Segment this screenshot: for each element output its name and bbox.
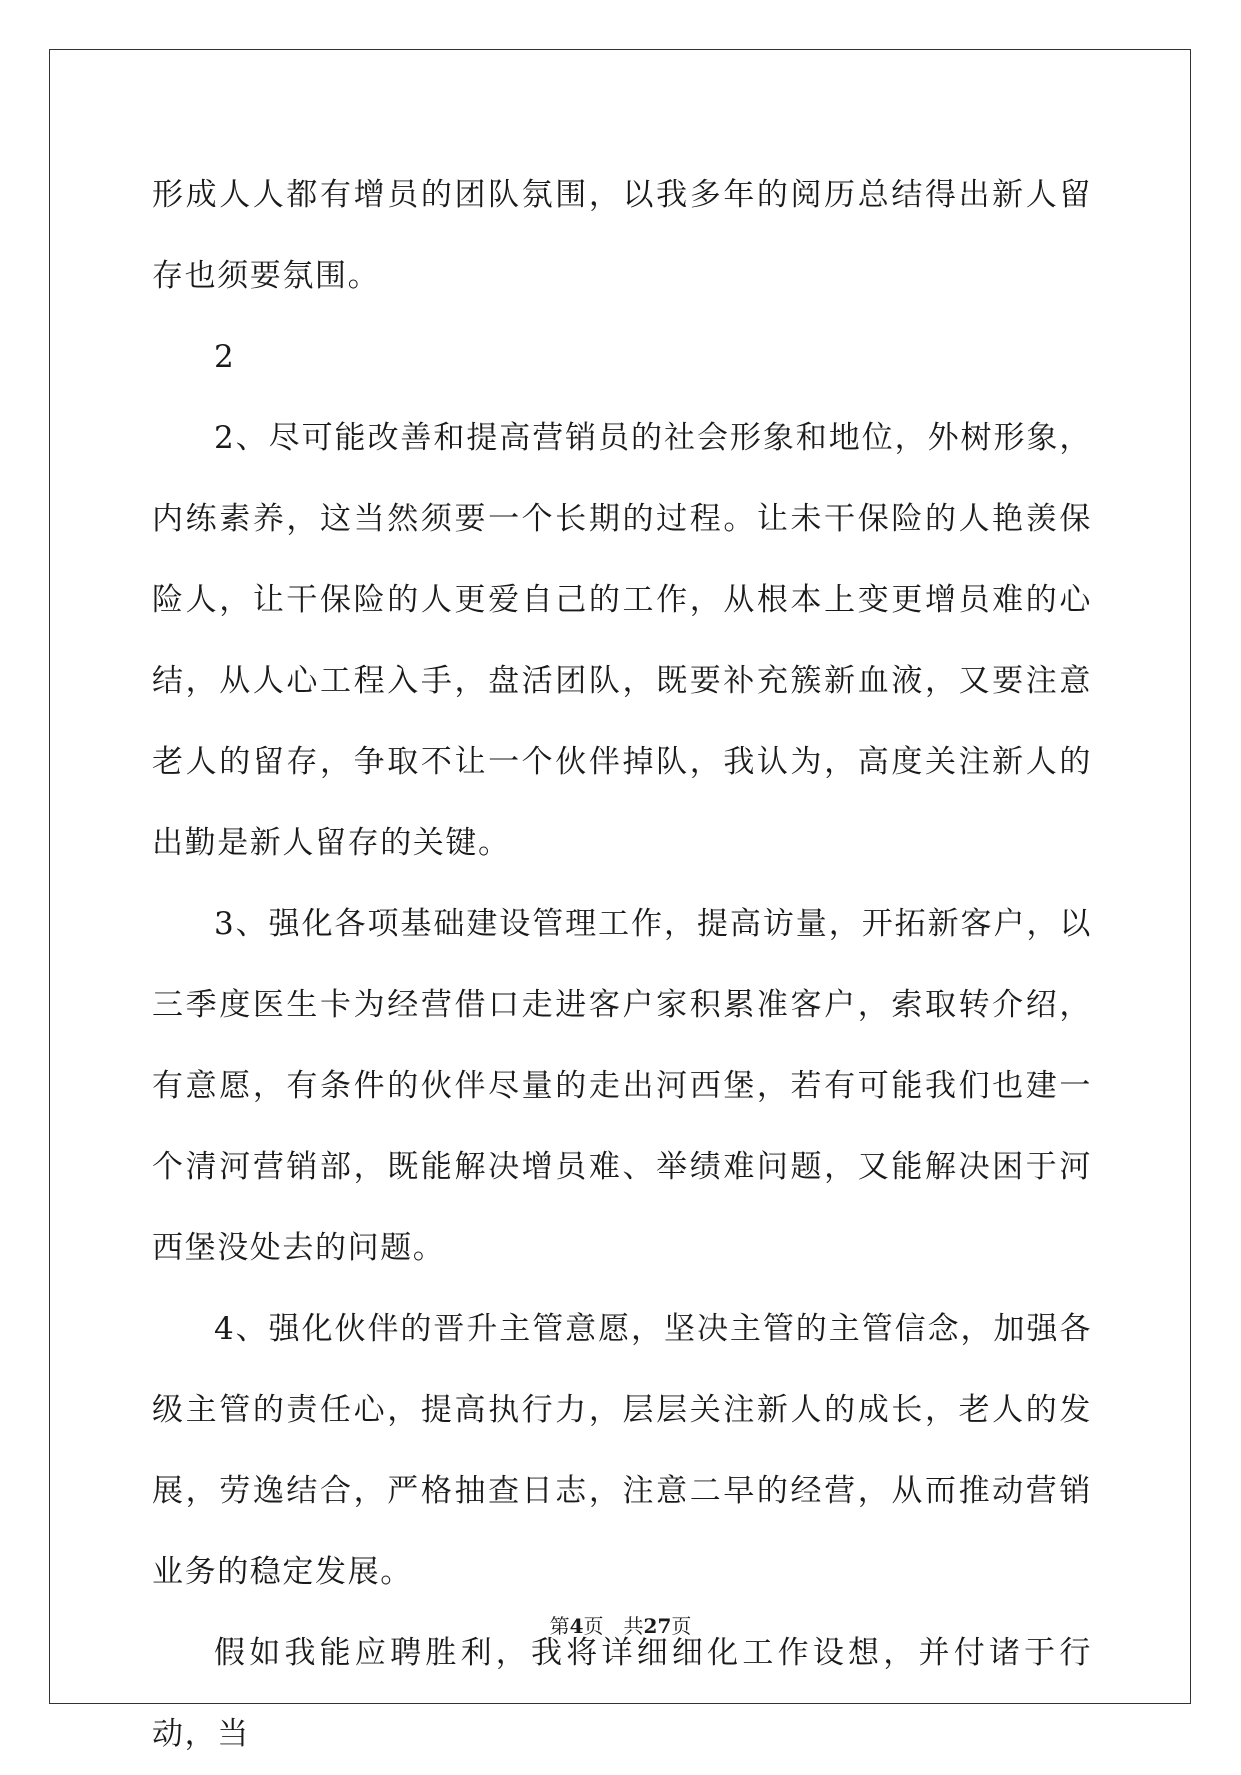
paragraph-4: 3、强化各项基础建设管理工作，提高访量，开拓新客户，以三季度医生卡为经营借口走进客户家积累准客户，索取转介绍，有意愿，有条件的伙伴尽量的走出河西堡，若有可能我们也建一个清河营销部，既能解决增员难、举绩难问题，又能解决困于河西堡没处去的问题。 <box>152 906 1092 1266</box>
footer-page-suffix: 页 <box>583 1614 604 1638</box>
footer-total-prefix: 共 <box>623 1614 644 1638</box>
page-footer <box>0 1610 1241 1639</box>
paragraph-1: 形成人人都有增员的团队氛围，以我多年的阅历总结得出新人留存也须要氛围。 <box>152 177 1092 294</box>
paragraph-6: 假如我能应聘胜利，我将详细细化工作设想，并付诸于行动，当 <box>152 1635 1092 1752</box>
paragraph-5: 4、强化伙伴的晋升主管意愿，坚决主管的主管信念，加强各级主管的责任心，提高执行力，层层关注新人的成长，老人的发展，劳逸结合，严格抽查日志，注意二早的经营，从而推动营销业务的稳定发展。 <box>152 1311 1092 1590</box>
footer-page-number: 4 <box>569 1614 584 1638</box>
footer-total-pages: 27 <box>643 1614 672 1638</box>
paragraph-3: 2、尽可能改善和提高营销员的社会形象和地位，外树形象，内练素养，这当然须要一个长期的过程。让未干保险的人艳羡保险人，让干保险的人更爱自己的工作，从根本上变更增员难的心结，从人心工程入手，盘活团队，既要补充簇新血液，又要注意老人的留存，争取不让一个伙伴掉队，我认为，高度关注新人的出勤是新人留存的关键。 <box>152 420 1092 861</box>
document-body <box>152 155 1092 1775</box>
footer-total-suffix: 页 <box>671 1614 692 1638</box>
paragraph-2: 2 <box>214 339 236 375</box>
footer-prefix: 第 <box>549 1614 570 1638</box>
